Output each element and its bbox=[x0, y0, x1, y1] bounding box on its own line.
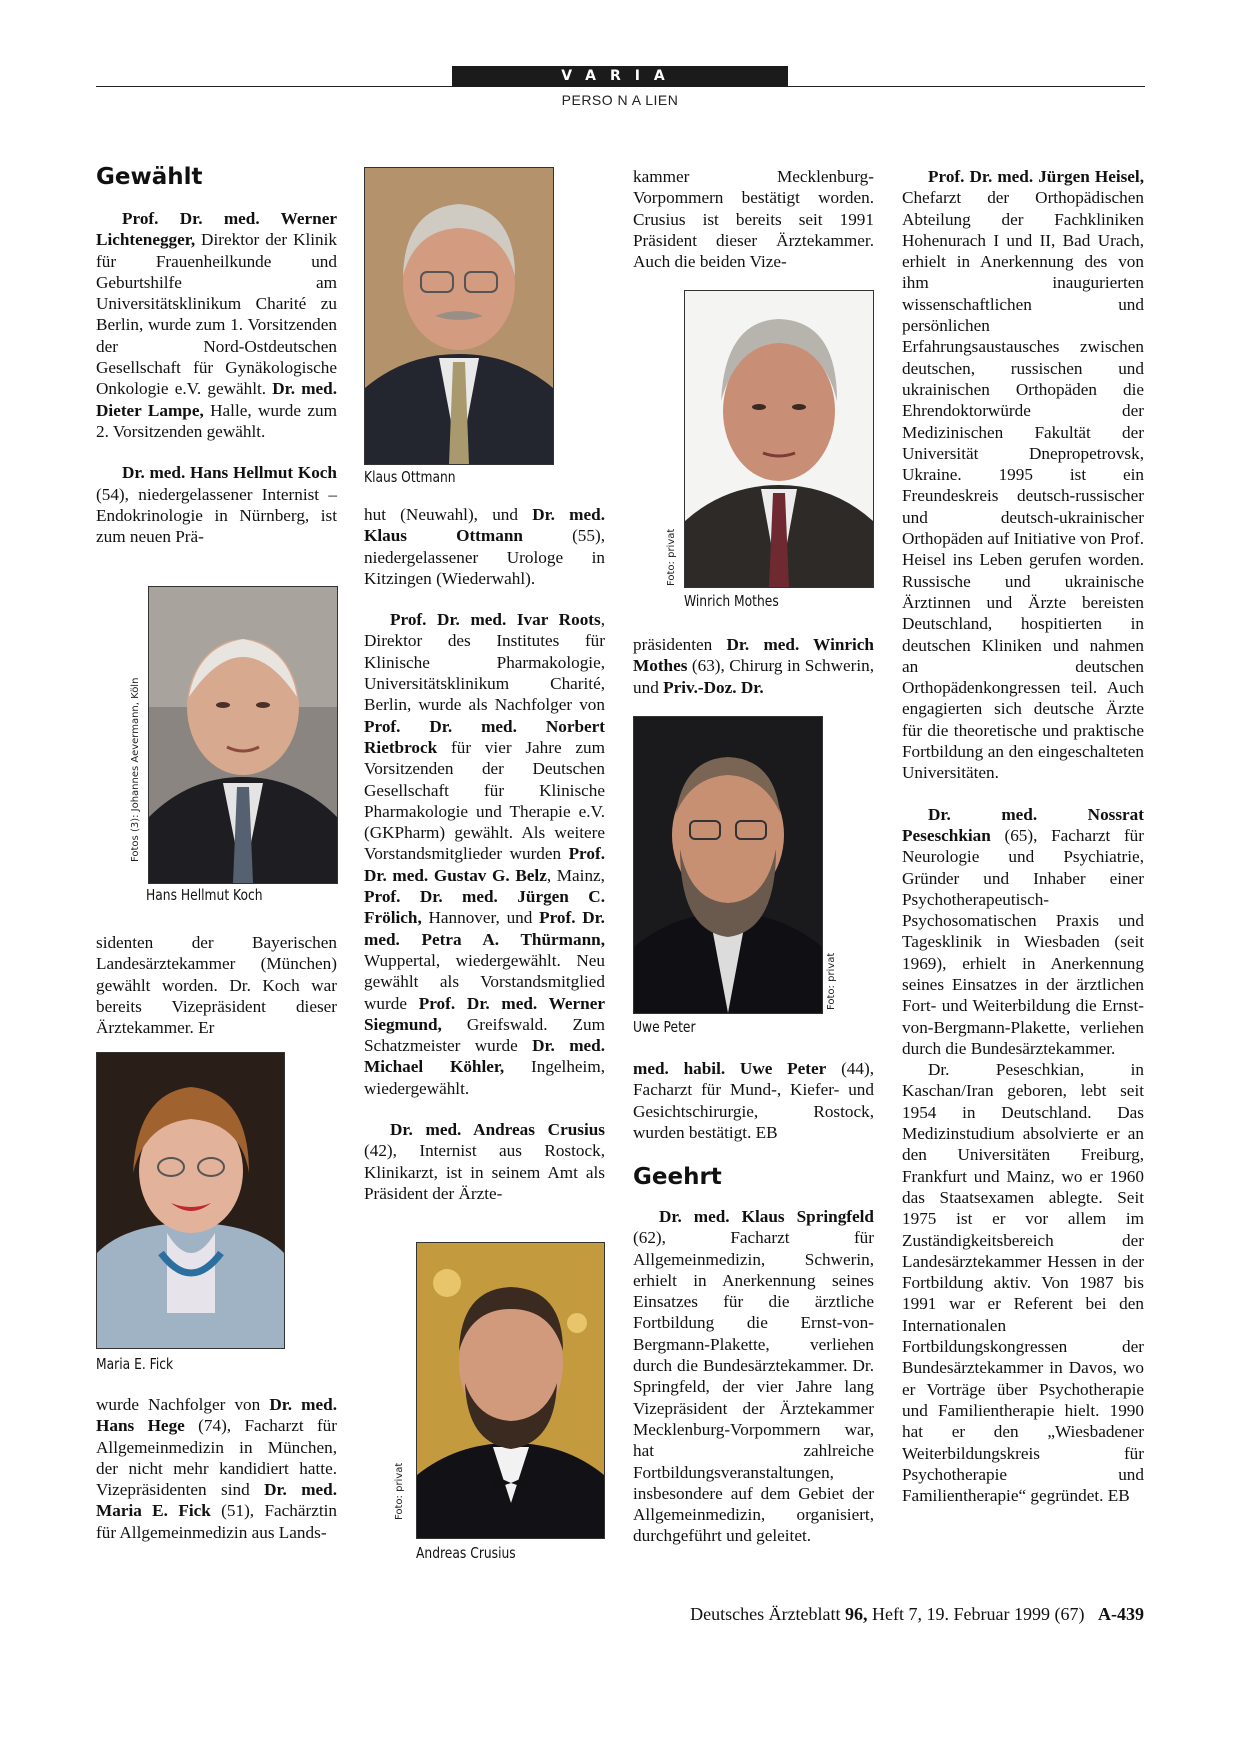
article-column-3-end bbox=[633, 1058, 874, 1143]
portrait-image bbox=[417, 1243, 604, 1538]
caption-peter: Uwe Peter bbox=[633, 1018, 696, 1036]
body-text: (55), niedergelassener Urologe in Kitzingen (Wiederwahl). bbox=[364, 526, 605, 588]
person-name: Prof. Dr. med. Werner Lichtenegger, bbox=[96, 209, 337, 250]
photo-andreas-crusius bbox=[416, 1242, 605, 1539]
person-name: Dr. med. Hans Hellmut Koch bbox=[122, 463, 337, 483]
person-name: Prof. Dr. med. Jürgen C. Frölich, bbox=[364, 887, 605, 928]
body-text: hut (Neuwahl), und bbox=[364, 505, 533, 524]
person-name: Prof. Dr. med. Werner Siegmund, bbox=[364, 993, 605, 1034]
person-name: Dr. med. Nossrat Peseschkian bbox=[902, 804, 1144, 845]
body-text: Halle, wurde zum 2. Vorsitzenden gewählt. bbox=[96, 400, 337, 441]
journal-name: Deutsches Ärzteblatt bbox=[690, 1604, 841, 1624]
photo-credit-koch: Fotos (3): Johannes Aevermann, Köln bbox=[130, 677, 141, 862]
volume-number: 96, bbox=[845, 1604, 868, 1624]
article-column-3-geehrt bbox=[633, 1206, 874, 1547]
portrait-image bbox=[97, 1053, 284, 1348]
paragraph bbox=[364, 1119, 605, 1204]
portrait-image bbox=[634, 717, 822, 1013]
person-name: Dr. med. Hans Hege bbox=[96, 1395, 337, 1436]
paragraph bbox=[902, 166, 1144, 784]
person-name: Prof. Dr. med. Petra A. Thürmann, bbox=[364, 908, 605, 949]
body-text: (63), Chirurg in Schwerin, und bbox=[633, 656, 874, 697]
paragraph: kammer Mecklenburg-Vorpommern bestätigt worden. Crusius ist bereits seit 1991 Präsident dieser Ärztekammer. Auch die beiden Vize- bbox=[633, 167, 874, 272]
photo-klaus-ottmann bbox=[364, 167, 554, 465]
body-text: wurde Nachfolger von bbox=[96, 1395, 270, 1414]
person-name: Prof. Dr. med. Gustav G. Belz bbox=[364, 844, 605, 885]
portrait-image bbox=[685, 291, 873, 587]
body-text: Chefarzt der Orthopädischen Abteilung der Fachkliniken Hohenurach I und II, Bad Urach, erhielt in Anerkennung des von ihm inaugurierten wissenschaftlichen und persönlichen Erfahrungsaustausches zwischen deutschen, russischen und ukrainischen Orthopäden die Ehrendoktorwürde der Medizinischen Fakultät der Universität Dnepropetrovsk, Ukraine. 1995 ist ein Freundeskreis deutsch-russischer und deutsch-ukrainischer Orthopäden auf Initiative von Prof. Heisel ins Leben gerufen worden. Russische und ukrainische Ärztinnen und Ärzte bereisten Deutschland, hospitierten in deutschen Kliniken und nahmen an deutschen Orthopädenkongressen teil. Auch engagierten sich deutsche Ärzte für die theoretische und praktische Fortbildung an den eingeschalteten Universitäten. bbox=[902, 188, 1144, 783]
body-text: (51), Fachärztin für Allgemeinmedizin aus Lands- bbox=[96, 1501, 337, 1542]
article-column-2 bbox=[364, 504, 605, 1204]
caption-koch: Hans Hellmut Koch bbox=[146, 886, 263, 904]
body-text: (44), Facharzt für Mund-, Kiefer- und Gesichtschirurgie, Rostock, wurden bestätigt. EB bbox=[633, 1059, 874, 1142]
paragraph bbox=[633, 1206, 874, 1547]
article-column-3 bbox=[633, 166, 874, 272]
article-column-1-end bbox=[96, 1394, 337, 1543]
article-column-4 bbox=[902, 166, 1144, 1506]
person-name: Prof. Dr. med. Norbert Rietbrock bbox=[364, 716, 605, 757]
body-text: , Direktor des Institutes für Klinische Pharmakologie, Universitätsklinikum Charité, Berlin, wurde als Nachfolger von bbox=[364, 610, 605, 715]
person-name: Dr. med. Michael Köhler, bbox=[364, 1036, 605, 1077]
page-number: A-439 bbox=[1098, 1604, 1144, 1624]
photo-credit-mothes: Foto: privat bbox=[666, 528, 677, 586]
paragraph: Dr. Peseschkian, in Kaschan/Iran geboren, lebt seit 1954 in Deutschland. Das Medizinstudium absolvierte er an den Universitäten Freiburg, Frankfurt und Mainz, wo er 1960 das Staatsexamen ablegte. Seit 1975 ist er vor allem im Zuständigkeitsbereich der Landesärztekammer Hessen in der Fortbildung aktiv. Von 1987 bis 1991 war er Referent bei den Internationalen Fortbildungskongressen der Bundesärztekammer in Davos, wo er Vorträge über Psychotherapie und Familientherapie hielt. 1990 hat er den „Wiesbadener Weiterbildungskreis für Psychotherapie und Familientherapie“ gegründet. EB bbox=[902, 1060, 1144, 1506]
caption-fick: Maria E. Fick bbox=[96, 1355, 174, 1373]
article-column-1-cont bbox=[96, 932, 337, 1038]
person-name: Dr. med. Winrich Mothes bbox=[633, 635, 874, 676]
person-name: med. habil. Uwe Peter bbox=[633, 1059, 827, 1078]
body-text: für vier Jahre zum Vorsitzenden der Deutschen Gesellschaft für Klinische Pharmakologie und Therapie e.V. (GKPharm) gewählt. Als weitere Vorstandsmitglieder wurden bbox=[364, 737, 605, 864]
section-label: VARIA bbox=[452, 66, 788, 87]
person-name: Priv.-Doz. Dr. bbox=[663, 677, 764, 697]
photo-hans-hellmut-koch bbox=[148, 586, 338, 884]
paragraph bbox=[633, 1058, 874, 1143]
person-name: Dr. med. Andreas Crusius bbox=[390, 1120, 605, 1140]
paragraph bbox=[364, 609, 605, 1099]
body-text: , Mainz, bbox=[546, 865, 605, 885]
photo-credit-crusius: Foto: privat bbox=[394, 1462, 405, 1520]
body-text: Direktor der Klinik für Frauenheilkunde und Geburtshilfe am Universitätsklinikum Charité zu Berlin, wurde zum 1. Vorsitzenden der Nord-Ostdeutschen Gesellschaft für Gynäkologische Onkologie e.V. gewählt. bbox=[96, 230, 337, 399]
body-text: Ingelheim, wiedergewählt. bbox=[364, 1057, 605, 1098]
photo-uwe-peter bbox=[633, 716, 823, 1014]
body-text: Wuppertal, wiedergewählt. Neu gewählt als Vorstandsmitglied wurde bbox=[364, 950, 605, 1013]
caption-ottmann: Klaus Ottmann bbox=[364, 468, 456, 486]
page-footer bbox=[690, 1604, 1144, 1625]
paragraph bbox=[96, 1394, 337, 1543]
paragraph bbox=[902, 804, 1144, 1060]
paragraph bbox=[96, 208, 337, 442]
article-column-3-cont bbox=[633, 634, 874, 698]
person-name: Dr. med. Klaus Springfeld bbox=[659, 1207, 874, 1226]
caption-mothes: Winrich Mothes bbox=[684, 592, 779, 610]
person-name: Dr. med. Dieter Lampe, bbox=[96, 379, 337, 420]
subsection-label: PERSO N A LIEN bbox=[561, 92, 679, 108]
person-name: Dr. med. Maria E. Fick bbox=[96, 1480, 338, 1521]
portrait-image bbox=[149, 587, 337, 883]
heading-geehrt: Geehrt bbox=[633, 1164, 722, 1190]
photo-credit-peter: Foto: privat bbox=[826, 952, 837, 1010]
photo-maria-e-fick bbox=[96, 1052, 285, 1349]
paragraph bbox=[96, 462, 337, 547]
person-name: Dr. med. Klaus Ottmann bbox=[364, 505, 605, 546]
body-text: (62), Facharzt für Allgemeinmedizin, Schwerin, erhielt in Anerkennung seines Einsatzes für die ärztliche Fortbildung die Ernst-von-Bergmann-Plakette, verliehen durch die Bundesärztekammer. Dr. Springfeld, der vier Jahre lang Vizepräsident der Ärztekammer Mecklenburg-Vorpommern war, hat zahlreiche Fortbildungsveranstaltungen, insbesondere auf dem Gebiet der Allgemeinmedizin, organisiert, durchgeführt und geleitet. bbox=[633, 1228, 874, 1546]
heading-gewaehlt: Gewählt bbox=[96, 164, 203, 190]
body-text: präsidenten bbox=[633, 635, 727, 654]
caption-crusius: Andreas Crusius bbox=[416, 1544, 516, 1562]
photo-winrich-mothes bbox=[684, 290, 874, 588]
body-text: Greifswald. Zum Schatzmeister wurde bbox=[364, 1014, 605, 1056]
paragraph: sidenten der Bayerischen Landesärztekammer (München) gewählt worden. Dr. Koch war bereits Vizepräsident dieser Ärztekammer. Er bbox=[96, 933, 337, 1038]
body-text: (65), Facharzt für Neurologie und Psychiatrie, Gründer und Inhaber einer Psychotherapeutisch-Psychosomatischen Praxis und Tagesklinik in Wiesbaden (seit 1969), erhielt in Anerkennung seines Einsatzes in der ärztlichen Fort- und Weiterbildung die Ernst-von-Bergmann-Plakette, verliehen durch die Bundesärztekammer. bbox=[902, 825, 1144, 1058]
body-text: Hannover, und bbox=[421, 908, 540, 928]
person-name: Prof. Dr. med. Jürgen Heisel, bbox=[928, 167, 1144, 186]
body-text: (54), niedergelassener Internist – Endokrinologie in Nürnberg, ist zum neuen Prä- bbox=[96, 484, 337, 547]
body-text: (74), Facharzt für Allgemeinmedizin in München, der nicht mehr kandidiert hatte. Vizepräsidenten sind bbox=[96, 1416, 338, 1500]
body-text: (42), Internist aus Rostock, Klinikarzt, ist in seinem Amt als Präsident der Ärzte- bbox=[364, 1141, 605, 1203]
person-name: Prof. Dr. med. Ivar Roots bbox=[390, 610, 601, 630]
issue-info: Heft 7, 19. Februar 1999 (67) bbox=[872, 1604, 1085, 1624]
paragraph bbox=[364, 504, 605, 589]
article-column-1 bbox=[96, 208, 337, 547]
paragraph bbox=[633, 634, 874, 698]
portrait-image bbox=[365, 168, 553, 464]
